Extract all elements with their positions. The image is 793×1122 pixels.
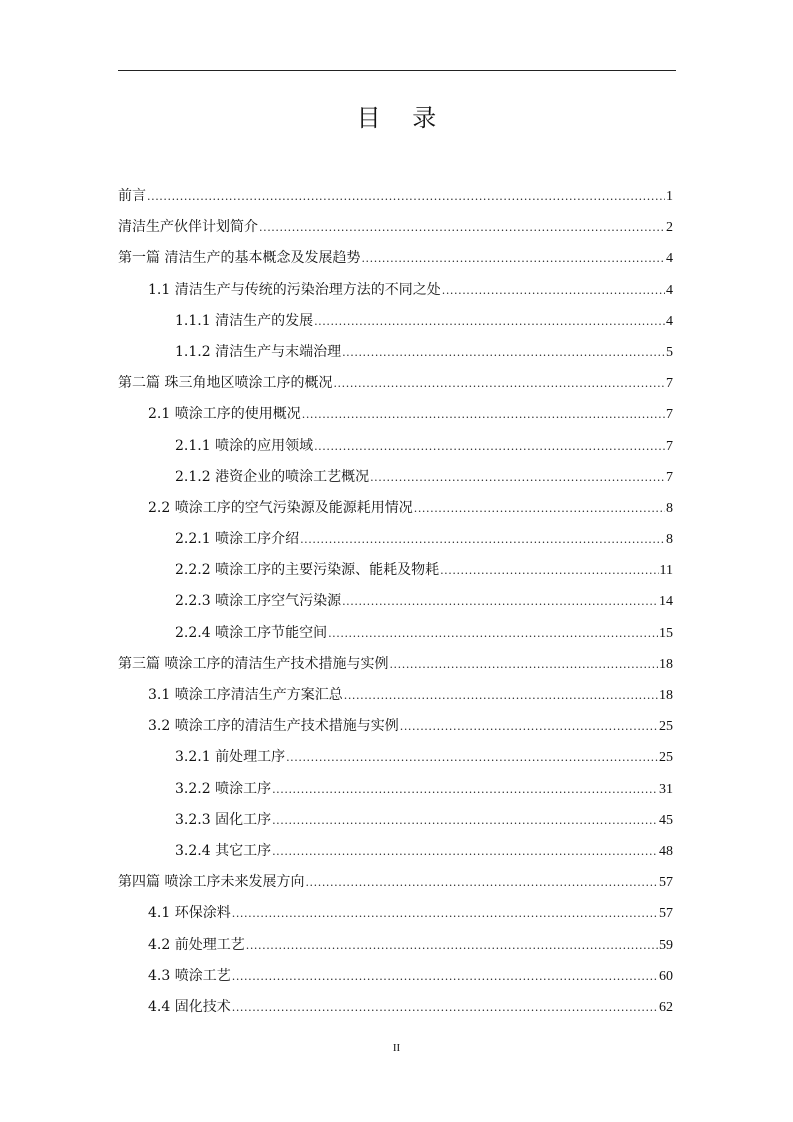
- dot-leader: [302, 399, 665, 430]
- dot-leader: [344, 680, 658, 711]
- toc-entry[interactable]: [118, 337, 673, 368]
- toc-entry[interactable]: [118, 306, 673, 337]
- dot-leader: [246, 930, 658, 961]
- toc-entry[interactable]: [118, 431, 673, 462]
- toc-entry[interactable]: [118, 649, 673, 680]
- dot-leader: [361, 243, 665, 274]
- toc-entry[interactable]: [118, 462, 673, 493]
- toc-entry-label: 4.2 前处理工艺: [148, 936, 245, 953]
- dot-leader: [442, 275, 665, 306]
- dot-leader: [259, 212, 665, 243]
- toc-entry-page: 7: [666, 407, 673, 423]
- dot-leader: [300, 524, 665, 555]
- toc-entry-page: 5: [666, 344, 673, 360]
- toc-entry[interactable]: [118, 275, 673, 306]
- dot-leader: [342, 586, 658, 617]
- toc-entry-label: 2.2.2 喷涂工序的主要污染源、能耗及物耗: [175, 562, 440, 579]
- toc-entry-label: 3.2 喷涂工序的清洁生产技术措施与实例: [148, 718, 399, 735]
- dot-leader: [328, 618, 658, 649]
- toc-entry-page: 57: [659, 875, 673, 891]
- toc-entry-label: 第四篇 喷涂工序未来发展方向: [118, 874, 305, 891]
- toc-entry-page: 18: [659, 688, 673, 703]
- toc-entry[interactable]: [118, 524, 673, 555]
- toc-entry-label: 2.1.1 喷涂的应用领域: [175, 437, 314, 454]
- toc-entry-label: 2.1 喷涂工序的使用概况: [148, 406, 301, 423]
- toc-entry-label: 清洁生产伙伴计划简介: [118, 219, 258, 236]
- toc-entry-page: 8: [666, 500, 673, 516]
- toc-entry-page: 7: [666, 376, 673, 392]
- toc-entry-label: 3.2.4 其它工序: [175, 842, 272, 859]
- toc-entry[interactable]: [118, 805, 673, 836]
- toc-entry-label: 4.4 固化技术: [148, 998, 231, 1015]
- toc-entry-label: 第三篇 喷涂工序的清洁生产技术措施与实例: [118, 655, 389, 672]
- toc-entry-label: 2.2.4 喷涂工序节能空间: [175, 624, 328, 641]
- dot-leader: [440, 555, 658, 586]
- toc-entry[interactable]: [118, 898, 673, 929]
- toc-entry[interactable]: [118, 493, 673, 524]
- toc-entry-page: 25: [659, 719, 673, 735]
- toc-entry-label: 4.3 喷涂工艺: [148, 967, 231, 984]
- dot-leader: [232, 961, 658, 992]
- toc-entry-label: 第一篇 清洁生产的基本概念及发展趋势: [118, 250, 361, 267]
- toc-entry-label: 1.1 清洁生产与传统的污染治理方法的不同之处: [148, 281, 441, 298]
- toc-entry[interactable]: [118, 212, 673, 243]
- toc-entry-label: 3.2.1 前处理工序: [175, 749, 286, 766]
- toc-entry[interactable]: [118, 555, 673, 586]
- toc-entry[interactable]: [118, 618, 673, 649]
- toc-entry[interactable]: [118, 930, 673, 961]
- toc-entry-label: 前言: [118, 188, 146, 204]
- dot-leader: [305, 867, 658, 898]
- dot-leader: [232, 992, 658, 1023]
- toc-entry-page: 25: [659, 750, 673, 766]
- toc-entry-page: 2: [666, 220, 673, 236]
- dot-leader: [370, 462, 665, 493]
- toc-entry-label: 3.2.3 固化工序: [175, 811, 272, 828]
- dot-leader: [400, 711, 658, 742]
- toc-entry-page: 8: [666, 532, 673, 548]
- dot-leader: [389, 649, 658, 680]
- page-title: 目 录: [356, 104, 449, 132]
- dot-leader: [147, 181, 665, 212]
- dot-leader: [342, 337, 665, 368]
- toc-entry-page: 4: [666, 251, 673, 267]
- toc-entry[interactable]: [118, 774, 673, 805]
- toc-entry-page: 18: [659, 656, 673, 672]
- toc-entry[interactable]: [118, 742, 673, 773]
- toc-entry[interactable]: [118, 243, 673, 274]
- toc-entry-label: 2.2.1 喷涂工序介绍: [175, 531, 300, 548]
- toc-entry-page: 57: [659, 906, 673, 922]
- header-rule: [118, 70, 676, 71]
- toc-entry-page: 11: [659, 563, 673, 579]
- toc-entry-page: 7: [666, 469, 673, 485]
- toc-entry-label: 1.1.1 清洁生产的发展: [175, 312, 314, 329]
- toc-entry-label: 第二篇 珠三角地区喷涂工序的概况: [118, 375, 333, 392]
- toc-entry[interactable]: [118, 992, 673, 1023]
- dot-leader: [314, 306, 665, 337]
- toc-entry-page: 1: [666, 189, 673, 204]
- dot-leader: [272, 774, 658, 805]
- page-number: II: [392, 1042, 401, 1054]
- dot-leader: [232, 898, 658, 929]
- toc-entry[interactable]: [118, 586, 673, 617]
- dot-leader: [286, 742, 658, 773]
- toc-entry-page: 14: [659, 594, 673, 610]
- toc-entry-label: 2.2.3 喷涂工序空气污染源: [175, 593, 342, 610]
- toc-entry[interactable]: [118, 399, 673, 430]
- dot-leader: [272, 805, 658, 836]
- toc-entry[interactable]: [118, 961, 673, 992]
- toc-entry[interactable]: [118, 836, 673, 867]
- toc-entry-label: 3.1 喷涂工序清洁生产方案汇总: [148, 687, 343, 703]
- toc-entry-page: 7: [666, 438, 673, 454]
- dot-leader: [333, 368, 665, 399]
- dot-leader: [414, 493, 665, 524]
- toc-entry-page: 48: [659, 843, 673, 859]
- toc-entry-page: 62: [659, 999, 673, 1015]
- toc-entry-label: 3.2.2 喷涂工序: [175, 780, 272, 797]
- toc-entry-label: 2.1.2 港资企业的喷涂工艺概况: [175, 468, 370, 485]
- toc-entry-page: 15: [659, 625, 673, 641]
- toc-entry[interactable]: [118, 711, 673, 742]
- toc-entry-label: 1.1.2 清洁生产与末端治理: [175, 343, 342, 360]
- toc-entry[interactable]: [118, 368, 673, 399]
- toc-entry-label: 4.1 环保涂料: [148, 905, 231, 922]
- toc-entry-page: 4: [666, 282, 673, 298]
- table-of-contents: [118, 181, 673, 1023]
- toc-entry[interactable]: [118, 181, 673, 212]
- toc-entry-page: 4: [666, 313, 673, 329]
- toc-entry-label: 2.2 喷涂工序的空气污染源及能源耗用情况: [148, 499, 413, 516]
- toc-entry-page: 59: [659, 937, 673, 953]
- dot-leader: [272, 836, 658, 867]
- toc-entry[interactable]: [118, 867, 673, 898]
- toc-entry-page: 60: [659, 968, 673, 984]
- dot-leader: [314, 431, 665, 462]
- toc-entry-page: 31: [659, 781, 673, 797]
- toc-entry[interactable]: [118, 680, 673, 711]
- toc-entry-page: 45: [659, 812, 673, 828]
